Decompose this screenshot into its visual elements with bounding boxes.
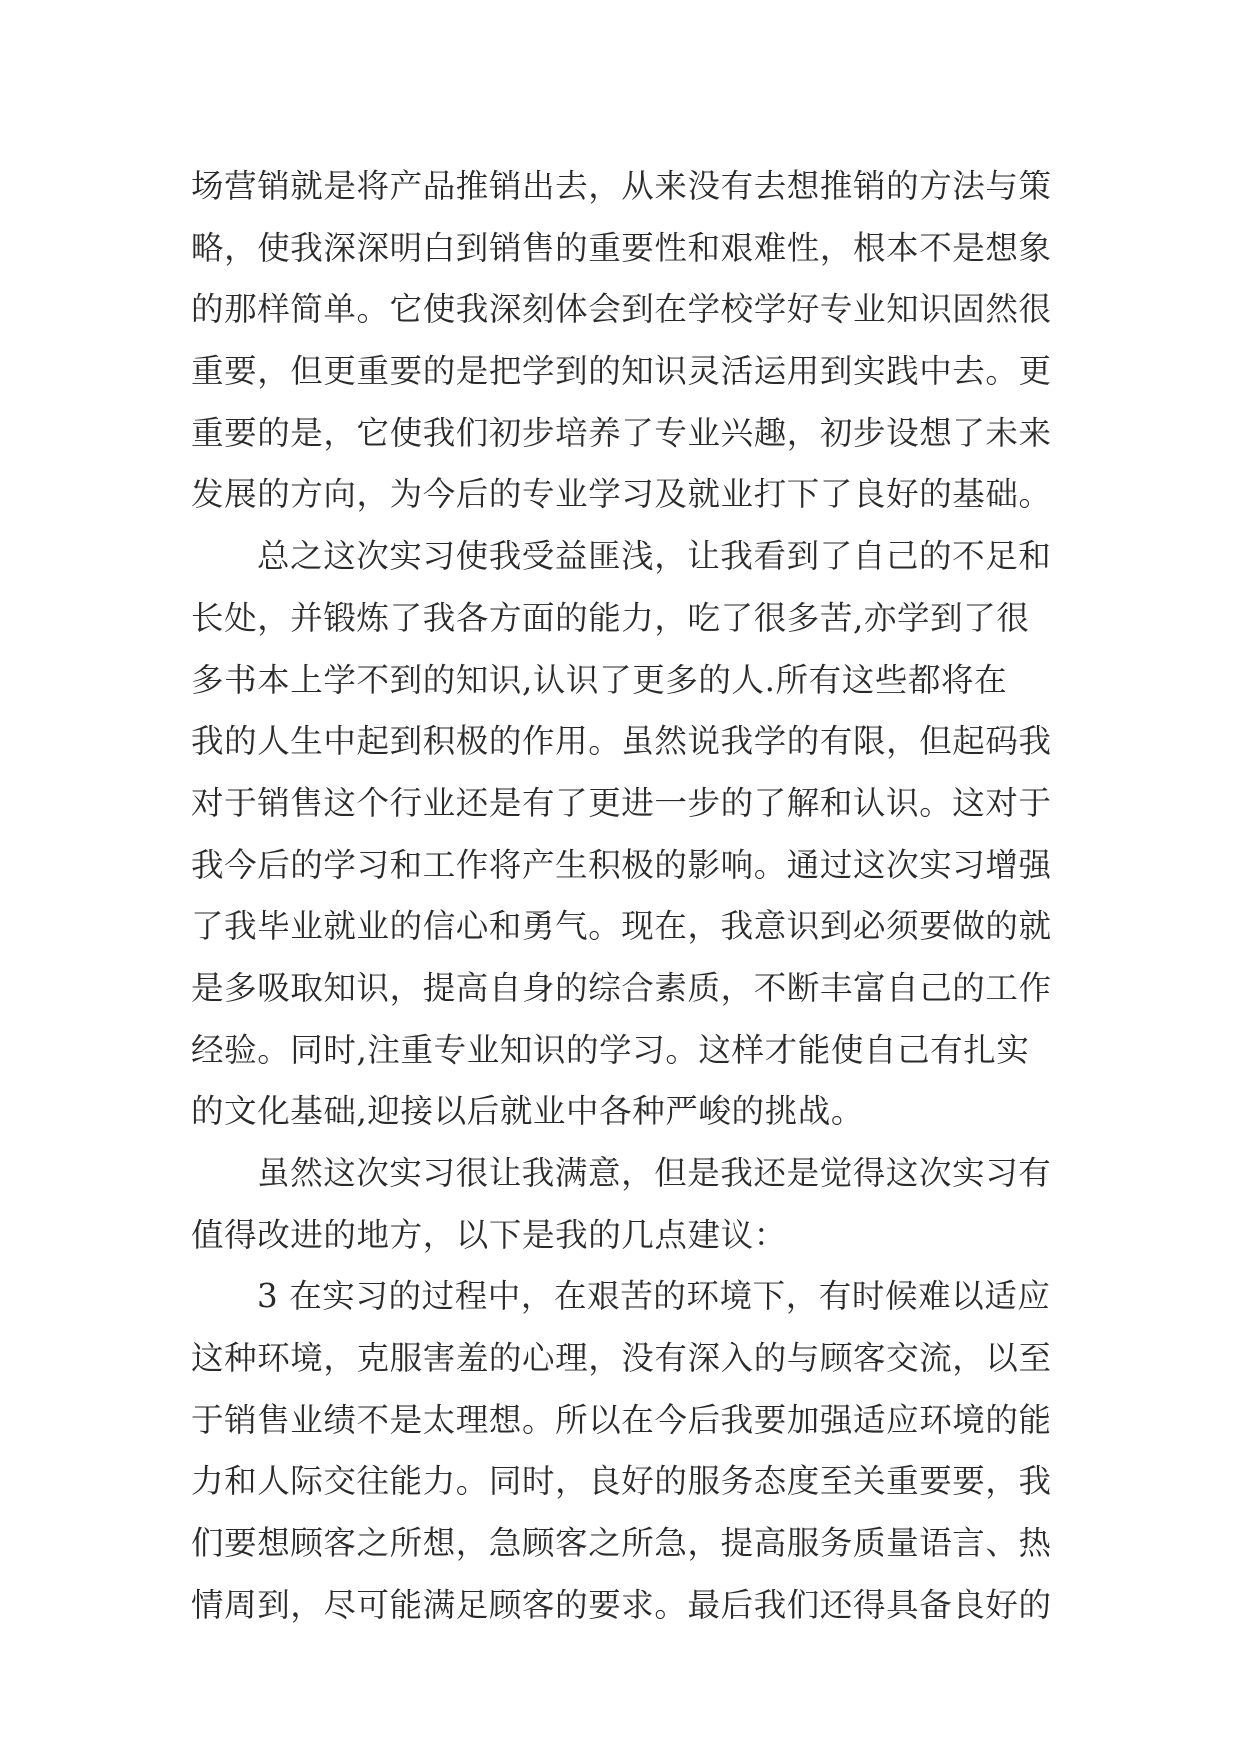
text-line: 略，使我深深明白到销售的重要性和艰难性，根本不是想象 — [191, 228, 1052, 267]
text-line: 多书本上学不到的知识,认识了更多的人.所有这些都将在 — [191, 660, 1008, 699]
text-line: 长处，并锻炼了我各方面的能力，吃了很多苦,亦学到了很 — [191, 598, 1030, 637]
text-line: 值得改进的地方，以下是我的几点建议： — [191, 1215, 787, 1254]
paragraph-first-line: 3 在实习的过程中，在艰苦的环境下，有时候难以适应 — [257, 1277, 1051, 1316]
text-line: 是多吸取知识，提高自身的综合素质，不断丰富自己的工作 — [191, 968, 1052, 1007]
text-line: 情周到，尽可能满足顾客的要求。最后我们还得具备良好的 — [191, 1585, 1052, 1624]
text-line: 力和人际交往能力。同时，良好的服务态度至关重要要，我 — [191, 1462, 1052, 1501]
text-line: 经验。同时,注重专业知识的学习。这样才能使自己有扎实 — [191, 1030, 1030, 1069]
text-line: 我的人生中起到积极的作用。虽然说我学的有限，但起码我 — [191, 722, 1052, 761]
text-line: 场营销就是将产品推销出去，从来没有去想推销的方法与策 — [191, 167, 1052, 205]
text-line: 了我毕业就业的信心和勇气。现在，我意识到必须要做的就 — [191, 907, 1052, 946]
text-line: 重要，但更重要的是把学到的知识灵活运用到实践中去。更 — [191, 352, 1052, 391]
body-text — [191, 156, 1071, 1637]
text-line: 的文化基础,迎接以后就业中各种严峻的挑战。 — [191, 1092, 864, 1131]
text-line: 们要想顾客之所想，急顾客之所急，提高服务质量语言、热 — [191, 1524, 1052, 1563]
text-line: 重要的是，它使我们初步培养了专业兴趣，初步设想了未来 — [191, 413, 1052, 452]
text-line: 对于销售这个行业还是有了更进一步的了解和认识。这对于 — [191, 783, 1052, 822]
text-line: 于销售业绩不是太理想。所以在今后我要加强适应环境的能 — [191, 1400, 1052, 1439]
paragraph-first-line: 总之这次实习使我受益匪浅，让我看到了自己的不足和 — [257, 537, 1052, 576]
text-line: 我今后的学习和工作将产生积极的影响。通过这次实习增强 — [191, 845, 1052, 884]
text-line: 的那样简单。它使我深刻体会到在学校学好专业知识固然很 — [191, 290, 1052, 329]
paragraph-first-line: 虽然这次实习很让我满意，但是我还是觉得这次实习有 — [257, 1154, 1052, 1192]
text-line: 发展的方向，为今后的专业学习及就业打下了良好的基础。 — [191, 475, 1052, 514]
text-line: 这种环境，克服害羞的心理，没有深入的与顾客交流，以至 — [191, 1339, 1052, 1378]
